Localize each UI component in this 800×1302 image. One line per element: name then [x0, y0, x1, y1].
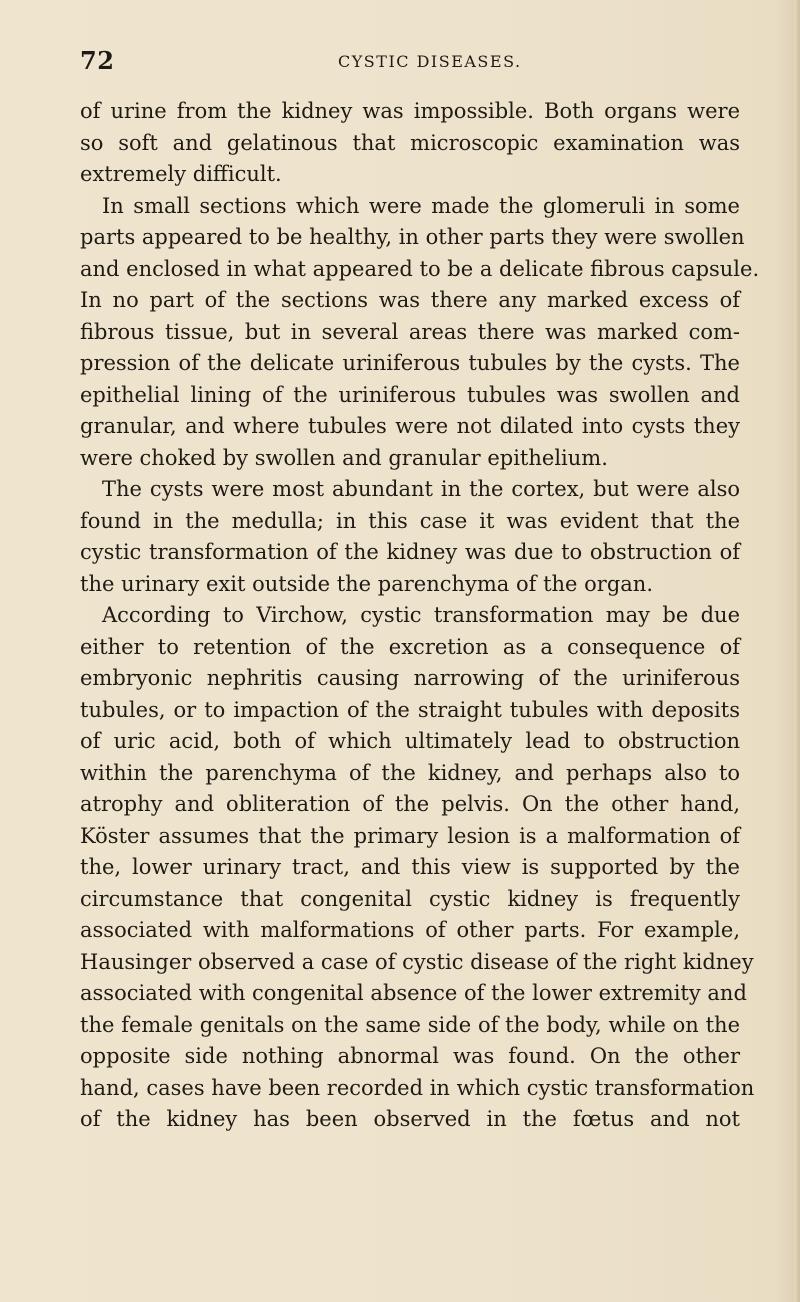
text-line: parts appeared to be healthy, in other parts they were swollen	[80, 225, 745, 249]
text-line: The cysts were most abundant in the cortex, but were also	[102, 477, 740, 501]
text-line: so soft and gelatinous that microscopic examination was	[80, 130, 740, 155]
text-line: granular, and where tubules were not dilated into cysts they	[80, 414, 740, 438]
page-number: 72	[80, 46, 115, 75]
text-line: and enclosed in what appeared to be a delicate fibrous capsule.	[80, 256, 760, 281]
text-line: of the kidney has been observed in the fœtus and not	[80, 1107, 740, 1131]
text-line: In small sections which were made the glomeruli in some	[102, 193, 740, 218]
text-line: the, lower urinary tract, and this view is supported by the	[80, 855, 740, 879]
text-line: within the parenchyma of the kidney, and perhaps also to	[80, 760, 740, 785]
text-line: Köster assumes that the primary lesion is a malformation of	[80, 823, 740, 848]
page-header	[80, 46, 740, 76]
text-line: opposite side nothing abnormal was found. On the other	[80, 1044, 740, 1068]
text-line: Hausinger observed a case of cystic disease of the right kidney	[80, 949, 754, 974]
text-line: extremely difficult.	[80, 162, 282, 186]
page-edge	[794, 0, 800, 1302]
text-line: According to Virchow, cystic transformation may be due	[102, 603, 740, 627]
body-text	[80, 96, 760, 1136]
text-line: hand, cases have been recorded in which cystic transformation	[80, 1075, 755, 1100]
running-head: CYSTIC DISEASES.	[338, 52, 522, 71]
text-line: of uric acid, both of which ultimately lead to obstruction	[80, 729, 740, 753]
text-line: embryonic nephritis causing narrowing of the uriniferous	[80, 666, 740, 690]
text-line: fibrous tissue, but in several areas there was marked com-	[80, 319, 740, 344]
text-line: either to retention of the excretion as a consequence of	[80, 634, 740, 659]
text-line: circumstance that congenital cystic kidney is frequently	[80, 886, 740, 911]
text-line: pression of the delicate uriniferous tubules by the cysts. The	[80, 351, 740, 375]
text-line: tubules, or to impaction of the straight tubules with deposits	[80, 697, 740, 722]
text-line: In no part of the sections was there any marked excess of	[80, 288, 740, 312]
text-line: of urine from the kidney was impossible. Both organs were	[80, 99, 740, 123]
text-line: cystic transformation of the kidney was due to obstruction of	[80, 540, 740, 564]
text-line: the urinary exit outside the parenchyma of the organ.	[80, 571, 653, 596]
text-line: found in the medulla; in this case it was evident that the	[80, 508, 740, 533]
text-line: epithelial lining of the uriniferous tubules was swollen and	[80, 382, 740, 407]
text-line: atrophy and obliteration of the pelvis. On the other hand,	[80, 792, 740, 816]
text-line: were choked by swollen and granular epithelium.	[80, 445, 608, 470]
text-line: associated with malformations of other parts. For example,	[80, 918, 740, 942]
text-line: the female genitals on the same side of the body, while on the	[80, 1012, 740, 1037]
text-line: associated with congenital absence of the lower extremity and	[80, 981, 747, 1005]
